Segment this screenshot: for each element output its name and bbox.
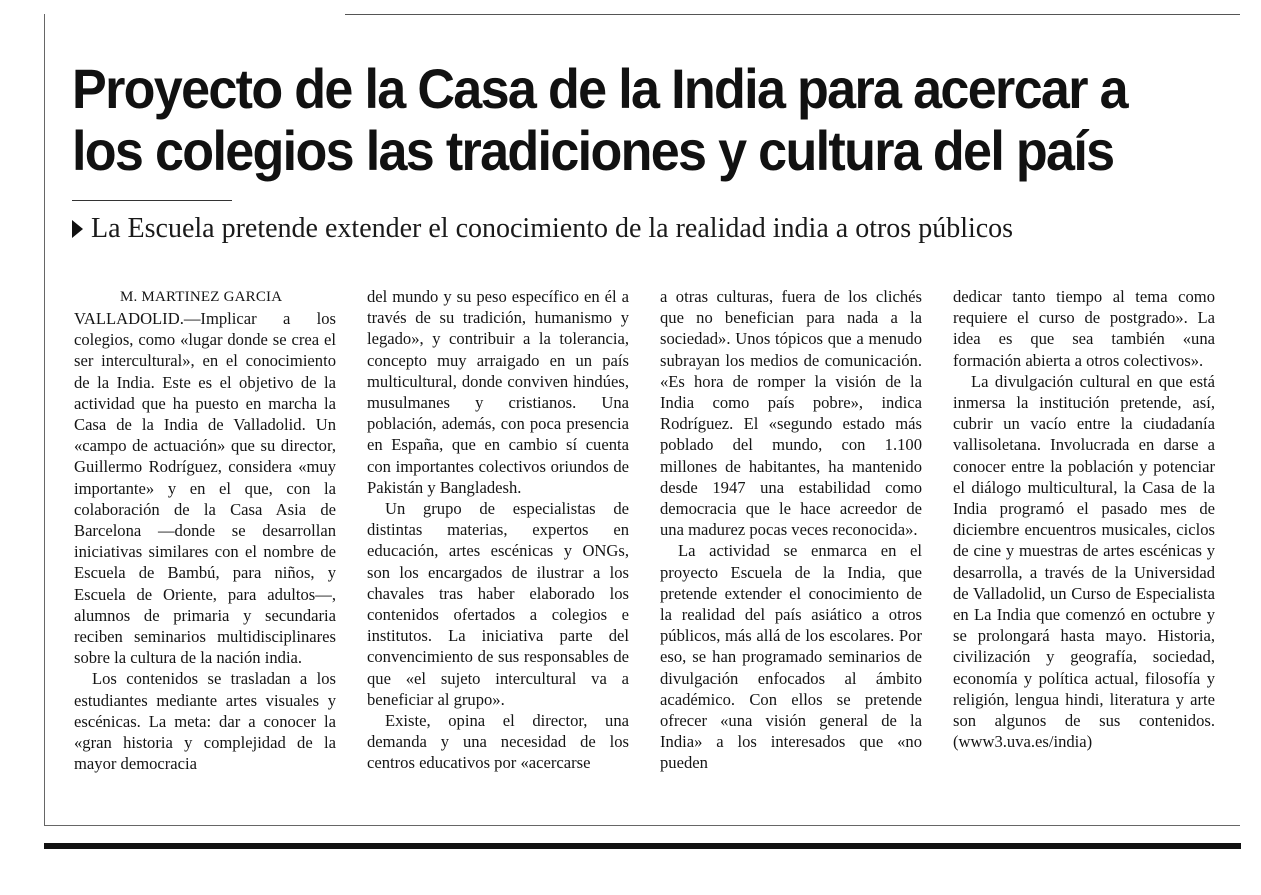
- article-column-4: [953, 286, 1215, 752]
- paragraph: La divulgación cultural en que está inmersa la institución pretende, así, cubrir un vacío entre la ciudadanía vallisoletana. Involucrada en darse a conocer entre la población y potenciar el diálogo multicultural, la Casa de la India programó el pasado mes de diciembre encuentros musicales, ciclos de cine y muestras de artes escénicas y desarrolla, a través de la Universidad de Valladolid, un Curso de Especialista en La India que comenzó en octubre y se prolongará hasta mayo. Historia, civilización y geografía, sociedad, economía y política actual, filosofía y religión, lengua hindi, literatura y arte son algunos de sus contenidos. (www3.uva.es/india): [953, 371, 1215, 752]
- bottom-thick-rule: [44, 843, 1241, 849]
- top-rule: [345, 14, 1240, 15]
- left-border-rule: [44, 14, 45, 826]
- headline: Proyecto de la Casa de la India para acercar a los colegios las tradiciones y cultura del país: [72, 57, 1127, 182]
- paragraph: dedicar tanto tiempo al tema como requiere el curso de postgrado». La idea es que sea también «una formación abierta a otros colectivos».: [953, 287, 1215, 370]
- article-column-1: [74, 308, 336, 774]
- subheadline-text: La Escuela pretende extender el conocimiento de la realidad india a otros públicos: [91, 213, 1014, 244]
- paragraph: Un grupo de especialistas de distintas materias, expertos en educación, artes escénicas y ONGs, son los encargados de ilustrar a los chavales tras haber elaborado los contenidos ofertados a colegios e institutos. La iniciativa parte del convencimiento de sus responsables de que «el sujeto intercultural va a beneficiar al grupo».: [367, 499, 629, 709]
- headline-divider: [72, 200, 232, 201]
- paragraph: VALLADOLID.—Implicar a los colegios, como «lugar donde se crea el ser intercultural», en el conocimiento de la India. Este es el objetivo de la actividad que ha puesto en marcha la Casa de la India de Valladolid. Un «campo de actuación» que su director, Guillermo Rodríguez, considera «muy importante» y en el que, con la colaboración de la Casa Asia de Barcelona —donde se desarrollan iniciativas similares con el nombre de Escuela de Bambú, para niños, y Escuela de Oriente, para adultos—, alumnos de primaria y secundaria reciben seminarios multidisciplinares sobre la cultura de la nación india.: [74, 309, 336, 668]
- triangle-bullet-icon: [72, 220, 83, 238]
- bottom-thin-rule: [44, 825, 1240, 826]
- subheadline: [72, 211, 1242, 247]
- paragraph: Los contenidos se trasladan a los estudiantes mediante artes visuales y escénicas. La meta: dar a conocer la «gran historia y complejidad de la mayor democracia: [74, 669, 336, 774]
- byline: M. MARTINEZ GARCIA: [120, 289, 283, 305]
- paragraph: La actividad se enmarca en el proyecto Escuela de la India, que pretende extender el conocimiento de la realidad del país asiático a otros públicos, más allá de los escolares. Por eso, se han programado seminarios de divulgación enfocados al ámbito académico. Con ellos se pretende ofrecer «una visión general de la India» a los interesados que «no pueden: [660, 541, 922, 773]
- paragraph: Existe, opina el director, una demanda y una necesidad de los centros educativos por «acercarse: [367, 711, 629, 773]
- article-column-3: [660, 286, 922, 774]
- paragraph: del mundo y su peso específico en él a través de su tradición, humanismo y legado», y contribuir a la tolerancia, concepto muy arraigado en un país multicultural, donde conviven hindúes, musulmanes y cristianos. Una población, además, con poca presencia en España, que en cambio sí cuenta con importantes colectivos oriundos de Pakistán y Bangladesh.: [367, 287, 629, 497]
- paragraph: a otras culturas, fuera de los clichés que no benefician para nada a la sociedad». Unos tópicos que a menudo subrayan los medios de comunicación. «Es hora de romper la visión de la India como país pobre», indica Rodríguez. El «segundo estado más poblado del mundo, con 1.100 millones de habitantes, ha mantenido desde 1947 una estabilidad como democracia que le hace acreedor de una madurez pocas veces reconocida».: [660, 287, 922, 540]
- article-column-2: [367, 286, 629, 774]
